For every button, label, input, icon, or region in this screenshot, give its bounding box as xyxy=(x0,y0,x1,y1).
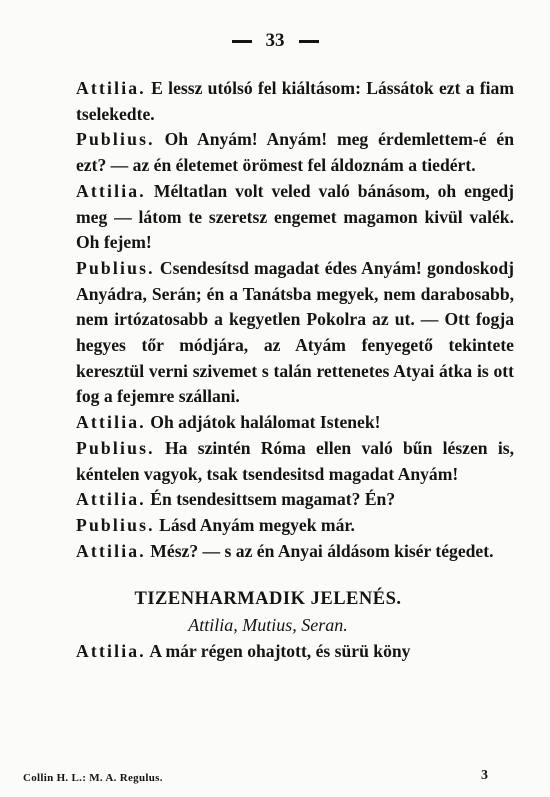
dialogue-text: Én tsendesittsem magamat? Én? xyxy=(145,489,396,510)
dialogue-text: E lessz utólsó fel kiáltásom: Lássátok ezt a fiam tselekedte. xyxy=(76,78,514,124)
scene-persons: Attilia, Mutius, Seran. xyxy=(188,615,348,636)
speaker-name: Publius. xyxy=(76,257,155,278)
dialogue-paragraph xyxy=(22,487,514,513)
dialogue-text: A már régen ohajtott, és sürü köny xyxy=(145,640,411,661)
page-number: 33 xyxy=(265,30,285,51)
speaker-name: Publius. xyxy=(76,129,155,150)
dialogue-paragraph xyxy=(22,179,514,256)
dialogue-text: Ha szintén Róma ellen való bűn lészen is, kéntelen vagyok, tsak tsendesitsd magadat Anyám! xyxy=(76,437,514,484)
imprint-line: Collin H. L.: M. A. Regulus. xyxy=(23,772,163,784)
dialogue-text: Mész? — s az én Anyai áldásom kisér tégedet. xyxy=(145,540,494,561)
dialogue-paragraph xyxy=(22,410,514,436)
dialogue-paragraph xyxy=(22,436,514,487)
header-dash-right xyxy=(299,40,319,43)
body-text xyxy=(22,76,514,664)
speaker-name: Publius. xyxy=(76,514,155,535)
dialogue-paragraph xyxy=(22,127,514,178)
dialogue-paragraph xyxy=(22,539,514,565)
page-header xyxy=(0,30,550,52)
dialogue-text: Méltatlan volt veled való bánásom, oh engedj meg — látom te szeretsz engemet magamon kivül valék. Oh fejem! xyxy=(76,180,514,253)
speaker-name: Attilia. xyxy=(76,412,146,433)
speaker-name: Attilia. xyxy=(76,640,146,661)
speaker-name: Attilia. xyxy=(76,78,146,98)
dialogue-paragraph xyxy=(22,256,514,410)
dialogue-text: Oh Anyám! Anyám! meg érdemlettem-é én ezt? — az én életemet örömest fel áldoznám a tiedért. xyxy=(76,129,514,176)
dialogue-paragraph xyxy=(22,639,514,665)
speaker-name: Attilia. xyxy=(76,180,146,201)
dialogue-paragraph xyxy=(22,513,514,539)
dialogue-text: Csendesítsd magadat édes Anyám! gondoskodj Anyádra, Serán; én a Tanátsba megyek, nem darabosabb, nem irtózatosabb a kegyetlen Pokolra az ut. — Ott fogja hegyes tőr módjára, az Atyám fenyegető tekintete keresztül verni szivemet s talán rettenetes Atyai átka is ott fog a fejemre szállani. xyxy=(76,257,514,407)
speaker-name: Attilia. xyxy=(76,540,146,561)
header-dash-left xyxy=(232,40,252,43)
scene-title: TIZENHARMADIK JELENÉS. xyxy=(134,589,402,610)
signature-mark: 3 xyxy=(481,768,488,783)
dialogue-text: Oh adjátok halálomat Istenek! xyxy=(145,412,381,433)
dialogue-paragraph xyxy=(22,76,514,127)
dialogue-text: Lásd Anyám megyek már. xyxy=(154,514,355,535)
speaker-name: Attilia. xyxy=(76,489,146,510)
speaker-name: Publius. xyxy=(76,437,155,458)
